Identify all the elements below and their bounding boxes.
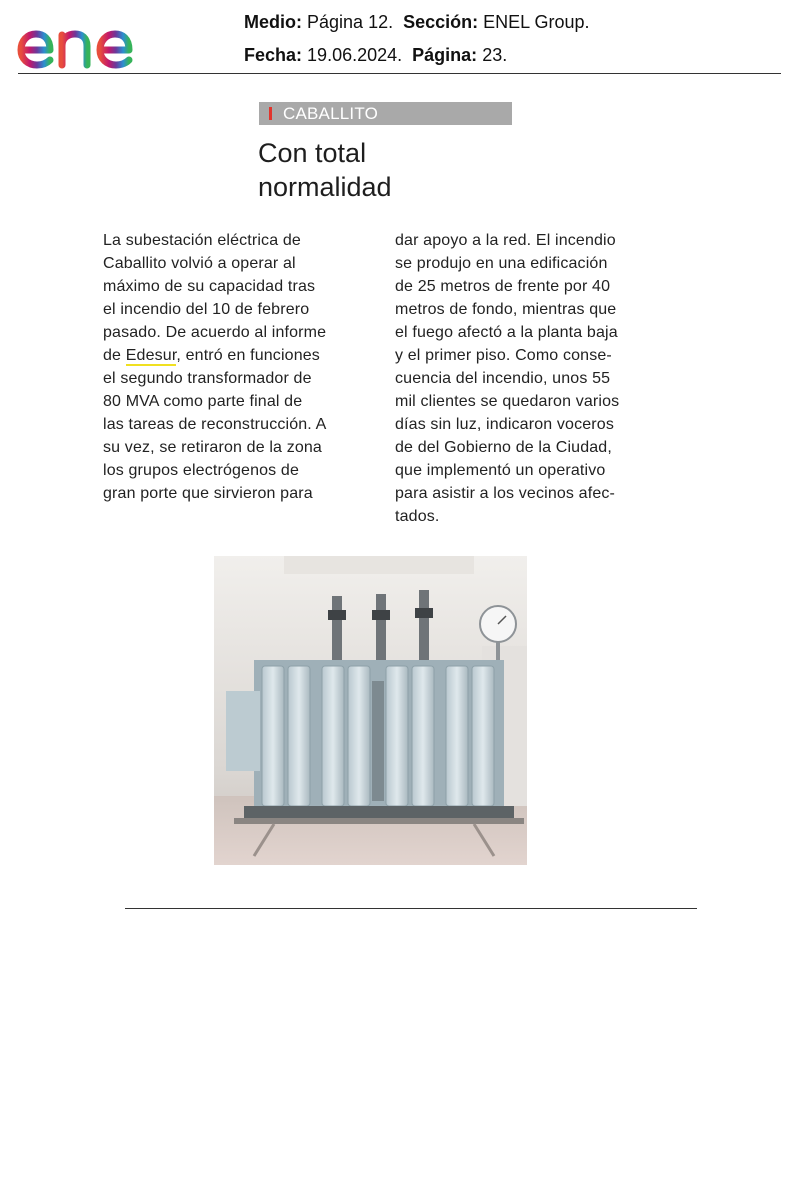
body-line-prefix: de <box>103 347 126 364</box>
body-line: para asistir a los vecinos afec- <box>395 485 616 502</box>
pagina-value: 23. <box>482 45 508 65</box>
body-line: días sin luz, indicaron voceros <box>395 416 614 433</box>
body-line: Caballito volvió a operar al <box>103 255 296 272</box>
body-line: dar apoyo a la red. El incendio <box>395 232 616 249</box>
article-column-right <box>395 229 619 528</box>
header-meta-line-2 <box>244 45 507 66</box>
body-line: el incendio del 10 de febrero <box>103 301 310 318</box>
body-line: 80 MVA como parte final de <box>103 393 303 410</box>
headline <box>258 136 392 204</box>
body-line: mil clientes se quedaron varios <box>395 393 620 410</box>
fecha-label: Fecha: <box>244 45 303 65</box>
seccion-label: Sección: <box>403 12 479 32</box>
section-tick-icon <box>269 107 272 120</box>
body-line: el fuego afectó a la planta baja <box>395 324 618 341</box>
body-line: gran porte que sirvieron para <box>103 485 313 502</box>
body-line: su vez, se retiraron de la zona <box>103 439 322 456</box>
body-line: tados. <box>395 508 440 525</box>
body-line: los grupos electrógenos de <box>103 462 300 479</box>
section-label: CABALLITO <box>283 104 379 123</box>
body-line: las tareas de reconstrucción. A <box>103 416 327 433</box>
body-line: cuencia del incendio, unos 55 <box>395 370 611 387</box>
body-line: La subestación eléctrica de <box>103 232 301 249</box>
fecha-value: 19.06.2024. <box>307 45 403 65</box>
header-meta-line-1 <box>244 12 590 33</box>
body-line: y el primer piso. Como conse- <box>395 347 612 364</box>
body-line: de 25 metros de frente por 40 <box>395 278 611 295</box>
footer-divider <box>125 908 697 909</box>
body-line: máximo de su capacidad tras <box>103 278 316 295</box>
header-divider <box>18 73 781 74</box>
body-line: se produjo en una edificación <box>395 255 608 272</box>
body-line: de del Gobierno de la Ciudad, <box>395 439 612 456</box>
section-bar <box>259 102 512 125</box>
medio-label: Medio: <box>244 12 302 32</box>
body-line: metros de fondo, mientras que <box>395 301 617 318</box>
highlighted-term: Edesur <box>125 347 177 364</box>
headline-line-2: normalidad <box>258 172 392 202</box>
transformer-photo <box>214 556 527 865</box>
seccion-value: ENEL Group. <box>483 12 590 32</box>
body-line: el segundo transformador de <box>103 370 312 387</box>
medio-value: Página 12. <box>307 12 394 32</box>
enel-logo <box>14 8 184 70</box>
body-line: pasado. De acuerdo al informe <box>103 324 327 341</box>
body-line <box>103 344 326 367</box>
body-line: que implementó un operativo <box>395 462 606 479</box>
pagina-label: Página: <box>412 45 478 65</box>
article-column-left <box>103 229 326 505</box>
body-line-rest: , entró en funciones <box>176 347 320 364</box>
headline-line-1: Con total <box>258 138 367 168</box>
